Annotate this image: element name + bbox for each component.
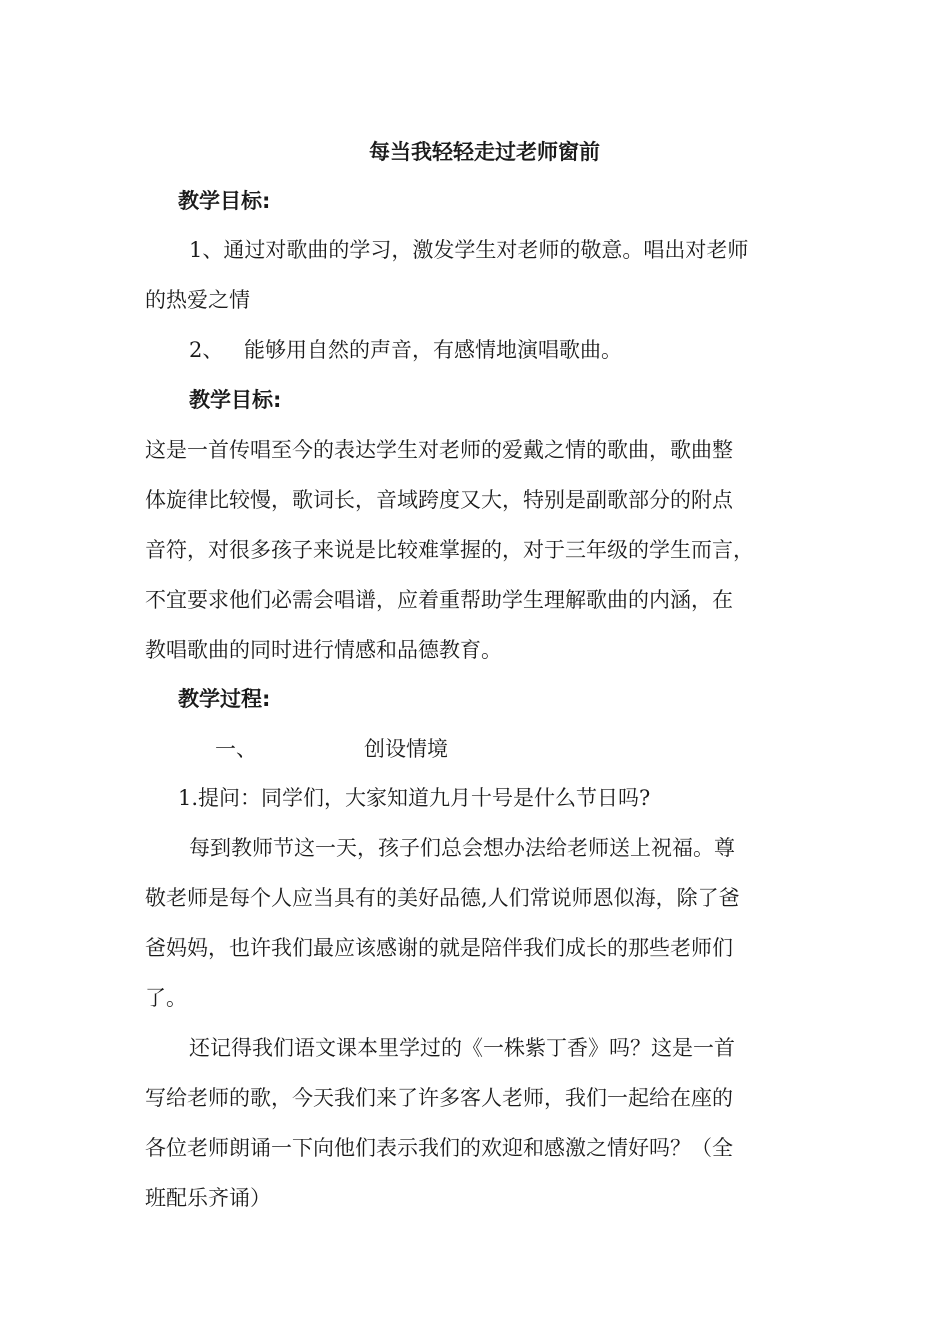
paragraph-1-line: 了。 [145, 986, 187, 1010]
question-line: 1.提问：同学们，大家知道九月十号是什么节日吗? [178, 786, 651, 810]
paragraph-2-line: 还记得我们语文课本里学过的《一株紫丁香》吗？这是一首 [189, 1036, 735, 1060]
section-1-title: 创设情境 [364, 737, 448, 761]
goal-2-number: 2、 [189, 338, 224, 362]
paragraph-1-line: 爸妈妈，也许我们最应该感谢的就是陪伴我们成长的那些老师们 [145, 936, 733, 960]
goal-2-text: 能够用自然的声音，有感情地演唱歌曲。 [244, 338, 622, 362]
goal-1-line-2: 的热爱之情 [145, 288, 250, 312]
paragraph-2-line: 各位老师朗诵一下向他们表示我们的欢迎和感激之情好吗？（全 [145, 1136, 733, 1160]
page-title: 每当我轻轻走过老师窗前 [369, 140, 600, 164]
goal-1-line-1: 1、通过对歌曲的学习，激发学生对老师的敬意。唱出对老师 [189, 238, 749, 262]
paragraph-2-line: 班配乐齐诵） [145, 1186, 271, 1210]
analysis-line: 音符，对很多孩子来说是比较难掌握的，对于三年级的学生而言， [145, 538, 754, 562]
paragraph-1-line: 每到教师节这一天，孩子们总会想办法给老师送上祝福。尊 [189, 836, 735, 860]
analysis-line: 这是一首传唱至今的表达学生对老师的爱戴之情的歌曲，歌曲整 [145, 438, 733, 462]
paragraph-1-line: 敬老师是每个人应当具有的美好品德,人们常说师恩似海，除了爸 [145, 886, 740, 910]
section-1-number: 一、 [215, 737, 257, 761]
analysis-line: 教唱歌曲的同时进行情感和品德教育。 [145, 638, 502, 662]
paragraph-2-line: 写给老师的歌，今天我们来了许多客人老师，我们一起给在座的 [145, 1086, 733, 1110]
process-heading: 教学过程: [178, 687, 271, 711]
goals-heading-2: 教学目标: [189, 388, 282, 412]
goals-heading: 教学目标: [178, 189, 271, 213]
analysis-line: 不宜要求他们必需会唱谱，应着重帮助学生理解歌曲的内涵，在 [145, 588, 733, 612]
analysis-line: 体旋律比较慢，歌词长，音域跨度又大，特别是副歌部分的附点 [145, 488, 733, 512]
